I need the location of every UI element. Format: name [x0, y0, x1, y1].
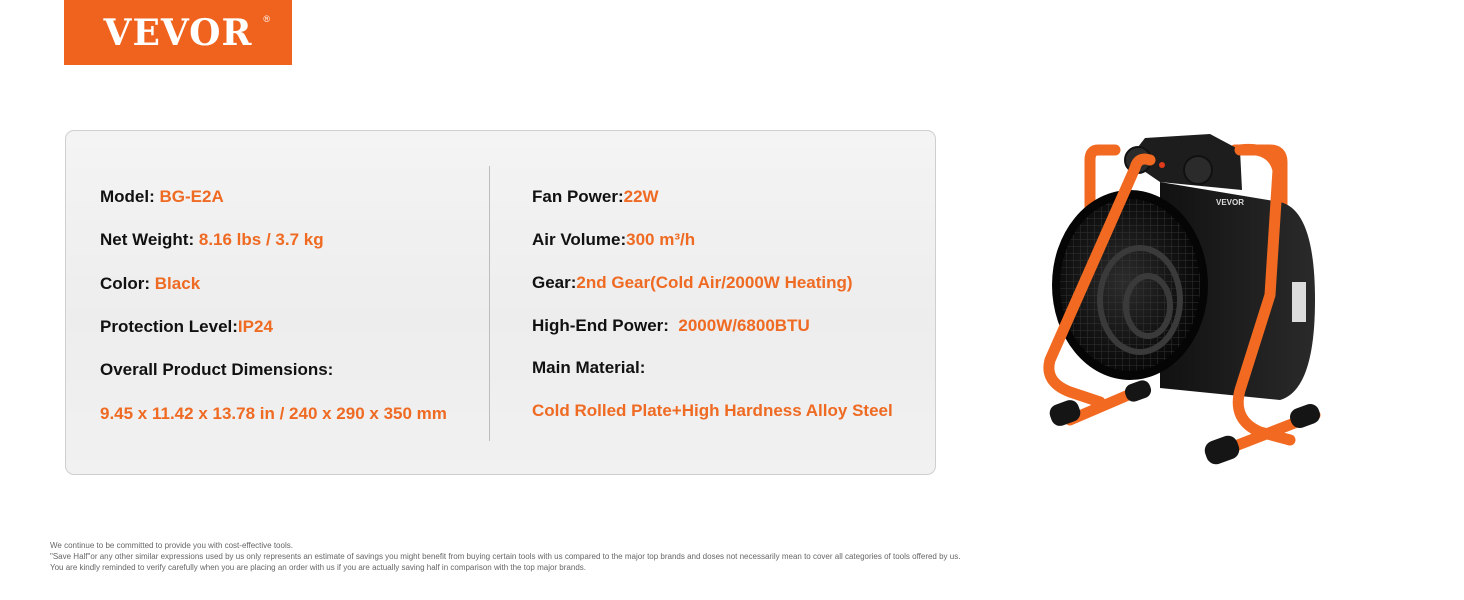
spec-label: High-End Power:	[532, 316, 679, 335]
spec-card	[65, 130, 936, 475]
disclaimer-line: We continue to be committed to provide you with cost-effective tools.	[50, 541, 293, 550]
spec-value: 2nd Gear(Cold Air/2000W Heating)	[576, 273, 853, 292]
disclaimer	[50, 540, 960, 573]
spec-label: Protection Level:	[100, 317, 238, 336]
spec-value: Black	[154, 274, 201, 293]
spec-row-material-value	[532, 401, 893, 421]
spec-label: Net Weight:	[100, 230, 199, 249]
disclaimer-line: You are kindly reminded to verify carefully when you are placing an order with us if you are actually saving half in comparison with the top major brands.	[50, 563, 586, 572]
product-brand-mark: VEVOR	[1216, 198, 1245, 207]
disclaimer-line: "Save Half"or any other similar expressions used by us only represents an estimate of savings you might benefit from buying certain tools with us compared to the major top brands and doses not necessarily mean to cover all categories of tools offered by us.	[50, 552, 961, 561]
foot-right-front	[1202, 433, 1242, 467]
spec-row-color	[100, 274, 200, 294]
brand-logo-text: VEVOR	[103, 11, 253, 54]
rating-label	[1292, 282, 1306, 322]
spec-value: 8.16 lbs / 3.7 kg	[198, 230, 324, 249]
spec-value: Cold Rolled Plate+High Hardness Alloy Steel	[532, 401, 893, 420]
spec-row-air-volume	[532, 230, 695, 250]
spec-row-material-label	[532, 358, 645, 378]
spec-value: 9.45 x 11.42 x 13.78 in / 240 x 290 x 350 mm	[100, 404, 447, 423]
spec-row-model	[100, 187, 224, 207]
spec-label: Gear:	[532, 273, 577, 292]
spec-value: 2000W/6800BTU	[678, 316, 810, 335]
spec-label: Overall Product Dimensions:	[100, 360, 334, 379]
foot-left-front	[1047, 398, 1083, 429]
spec-label: Color:	[100, 274, 155, 293]
spec-value: 300 m³/h	[626, 230, 696, 249]
brand-logo	[64, 0, 292, 65]
spec-label: Model:	[100, 187, 160, 206]
registered-mark: ®	[263, 14, 270, 24]
spec-row-gear	[532, 273, 853, 293]
spec-value: BG-E2A	[159, 187, 224, 206]
mode-knob	[1184, 156, 1212, 184]
spec-value: IP24	[237, 317, 273, 336]
spec-label: Air Volume:	[532, 230, 627, 249]
spec-label: Main Material:	[532, 358, 646, 377]
column-divider	[489, 166, 490, 441]
spec-row-high-end-power	[532, 316, 810, 336]
spec-row-fan-power	[532, 187, 659, 207]
spec-row-dimensions-label	[100, 360, 333, 380]
spec-value: 22W	[623, 187, 659, 206]
indicator-light	[1159, 162, 1165, 168]
spec-row-protection-level	[100, 317, 273, 337]
spec-label: Fan Power:	[532, 187, 624, 206]
spec-row-net-weight	[100, 230, 324, 250]
product-image	[1010, 120, 1370, 480]
spec-row-dimensions-value	[100, 404, 447, 424]
